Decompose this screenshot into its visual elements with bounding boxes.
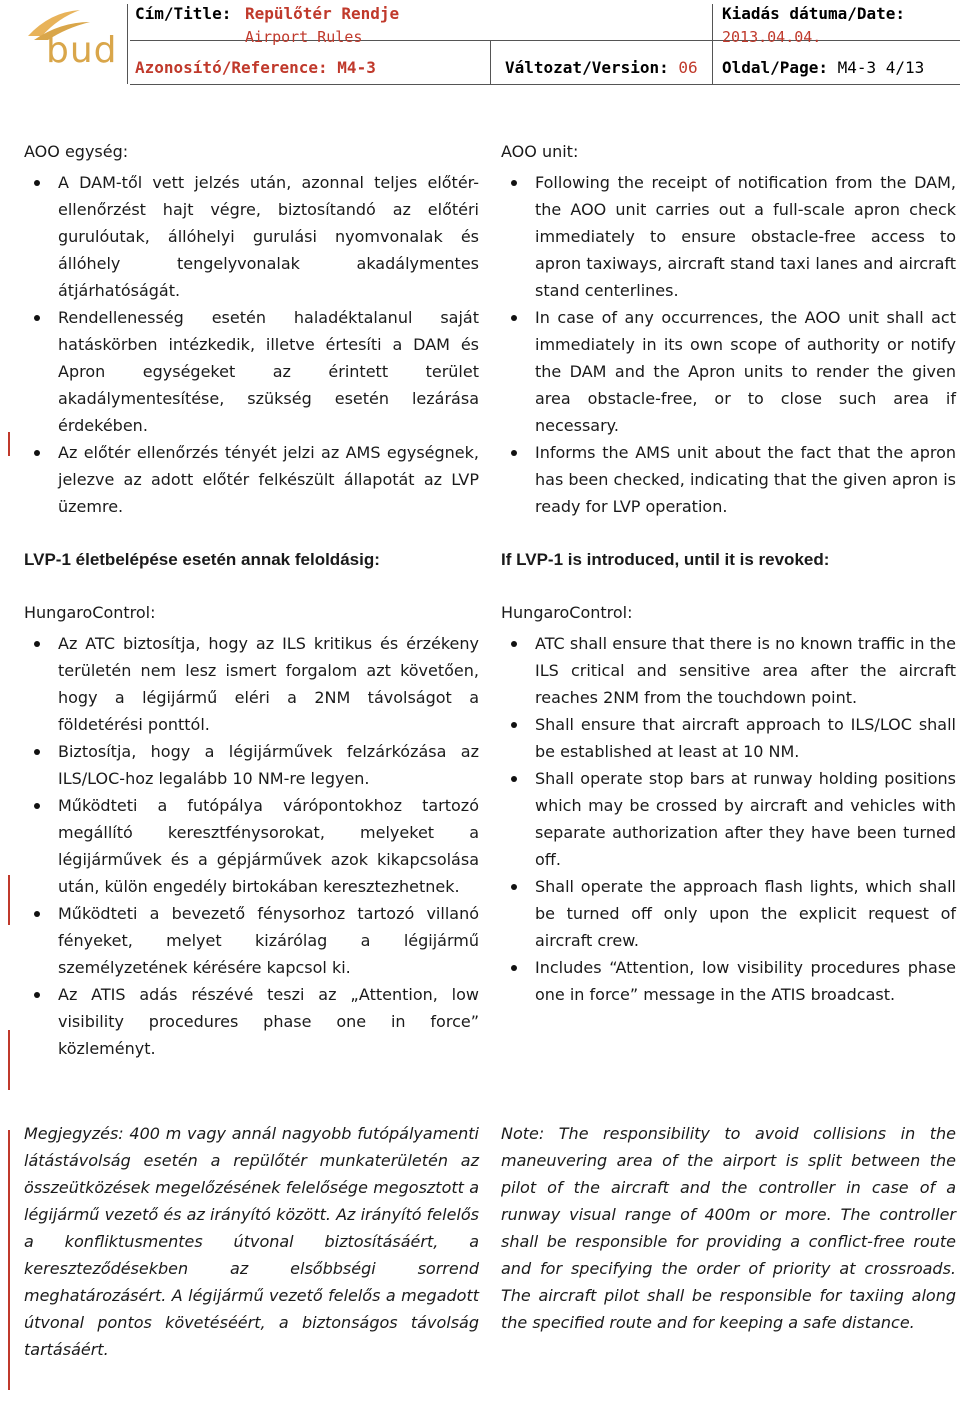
note-en: Note: The responsibility to avoid collisions in the maneuvering area of the airport is split between the pilot of the aircraft and the controller in case of a runway visual range of 400m or more. The controller shall be responsible for providing a conflict-free route and for specifying the order of priority at crossroads. The aircraft pilot shall be responsible for taxiing along the specified route and for keeping a safe distance.	[501, 1124, 956, 1332]
aoo-en-section	[501, 138, 956, 520]
list-item: Biztosítja, hogy a légijárművek felzárkózása az ILS/LOC-hoz legalább 10 NM-re legyen.	[24, 738, 479, 792]
change-bar	[8, 875, 10, 925]
lvp-en-section	[501, 546, 956, 1008]
lvp-en-list	[501, 630, 956, 1008]
change-bar	[8, 432, 10, 456]
aoo-hu-section	[24, 138, 479, 520]
change-bar	[8, 1130, 10, 1390]
list-item: Shall ensure that aircraft approach to ILS/LOC shall be established at least at 10 NM.	[501, 711, 956, 765]
list-item: Működteti a futópálya várópontokhoz tartozó megállító keresztfénysorokat, melyeket a légijárművek és a gépjárművek azok kikapcsolása után, külön engedély birtokában keresztezhetnek.	[24, 792, 479, 900]
reference: Azonosító/Reference: M4-3	[135, 58, 376, 77]
list-item: Includes “Attention, low visibility procedures phase one in force” message in the ATIS broadcast.	[501, 954, 956, 1008]
title-hu: Repülőtér Rendje	[245, 4, 400, 23]
logo-text: bud	[46, 30, 118, 71]
list-item: Following the receipt of notification from the DAM, the AOO unit carries out a full-scale apron check immediately to ensure obstacle-free access to apron taxiways, aircraft stand taxi lanes and aircraft stand centerlines.	[501, 169, 956, 304]
aoo-hu-list	[24, 169, 479, 520]
list-item: A DAM-től vett jelzés után, azonnal teljes előtér-ellenőrzést hajt végre, biztosítandó az előtéri gurulóutak, állóhelyi gurulási nyomvonalak és állóhely tengelyvonalak akadálymentes átjárhatóságát.	[24, 169, 479, 304]
list-item: Az előtér ellenőrzés tényét jelzi az AMS egységnek, jelezve az adott előtér felkészült állapotát az LVP üzemre.	[24, 439, 479, 520]
lvp-hu-heading: LVP-1 életbelépése esetén annak feloldásig:	[24, 550, 380, 569]
page-number: Oldal/Page: M4-3 4/13	[722, 58, 925, 77]
lvp-en-label: HungaroControl:	[501, 603, 633, 622]
list-item: In case of any occurrences, the AOO unit shall act immediately in its own scope of authority or notify the DAM and the Apron units to render the given area obstacle-free, or to close such area if necessary.	[501, 304, 956, 439]
title-label: Cím/Title:	[135, 4, 232, 23]
lvp-en-heading: If LVP-1 is introduced, until it is revoked:	[501, 550, 830, 569]
list-item: Informs the AMS unit about the fact that the apron has been checked, indicating that the given apron is ready for LVP operation.	[501, 439, 956, 520]
lvp-hu-list	[24, 630, 479, 1062]
aoo-en-label: AOO unit:	[501, 142, 579, 161]
date-label: Kiadás dátuma/Date:	[722, 4, 906, 23]
bud-logo	[20, 6, 120, 72]
list-item: Az ATIS adás részévé teszi az „Attention, low visibility procedures phase one in force” közleményt.	[24, 981, 479, 1062]
change-bar	[8, 1030, 10, 1090]
lvp-hu-section	[24, 546, 479, 1062]
list-item: Shall operate the approach flash lights, which shall be turned off only upon the explicit request of aircraft crew.	[501, 873, 956, 954]
date-value: 2013.04.04.	[722, 28, 822, 46]
list-item: ATC shall ensure that there is no known traffic in the ILS critical and sensitive area after the aircraft reaches 2NM from the touchdown point.	[501, 630, 956, 711]
list-item: Az ATC biztosítja, hogy az ILS kritikus és érzékeny területén nem lesz ismert forgalom azt követően, hogy a légijármű eléri a 2NM távolságot a földetérési ponttól.	[24, 630, 479, 738]
list-item: Rendellenesség esetén haladéktalanul saját hatáskörben intézkedik, illetve értesíti a DAM és Apron egységeket az érintett terület akadálymentesítése, szükség esetén lezárása érdekében.	[24, 304, 479, 439]
note-hu: Megjegyzés: 400 m vagy annál nagyobb futópályamenti látástávolság esetén a repülőtér munkaterületén az összeütközések megelőzésének felelősége megosztott a légijármű vezető és az irányító között. Az irányító felelős a konfliktusmentes útvonal biztosításáért, a kereszteződésekben az elsőbbségi sorrend meghatározásért. A légijármű vezető felelős a megadott útvonal pontos követéséért, a biztonságos távolság tartásáért.	[24, 1124, 479, 1359]
list-item: Működteti a bevezető fénysorhoz tartozó villanó fényeket, melyet kizárólag a légijármű személyzetének kérésére kapcsol ki.	[24, 900, 479, 981]
list-item: Shall operate stop bars at runway holding positions which may be crossed by aircraft and vehicles with separate authorization after they have been turned off.	[501, 765, 956, 873]
aoo-hu-label: AOO egység:	[24, 142, 129, 161]
title-en: Airport Rules	[245, 28, 363, 46]
aoo-en-list	[501, 169, 956, 520]
lvp-hu-label: HungaroControl:	[24, 603, 156, 622]
version: Változat/Version: 06	[505, 58, 698, 77]
